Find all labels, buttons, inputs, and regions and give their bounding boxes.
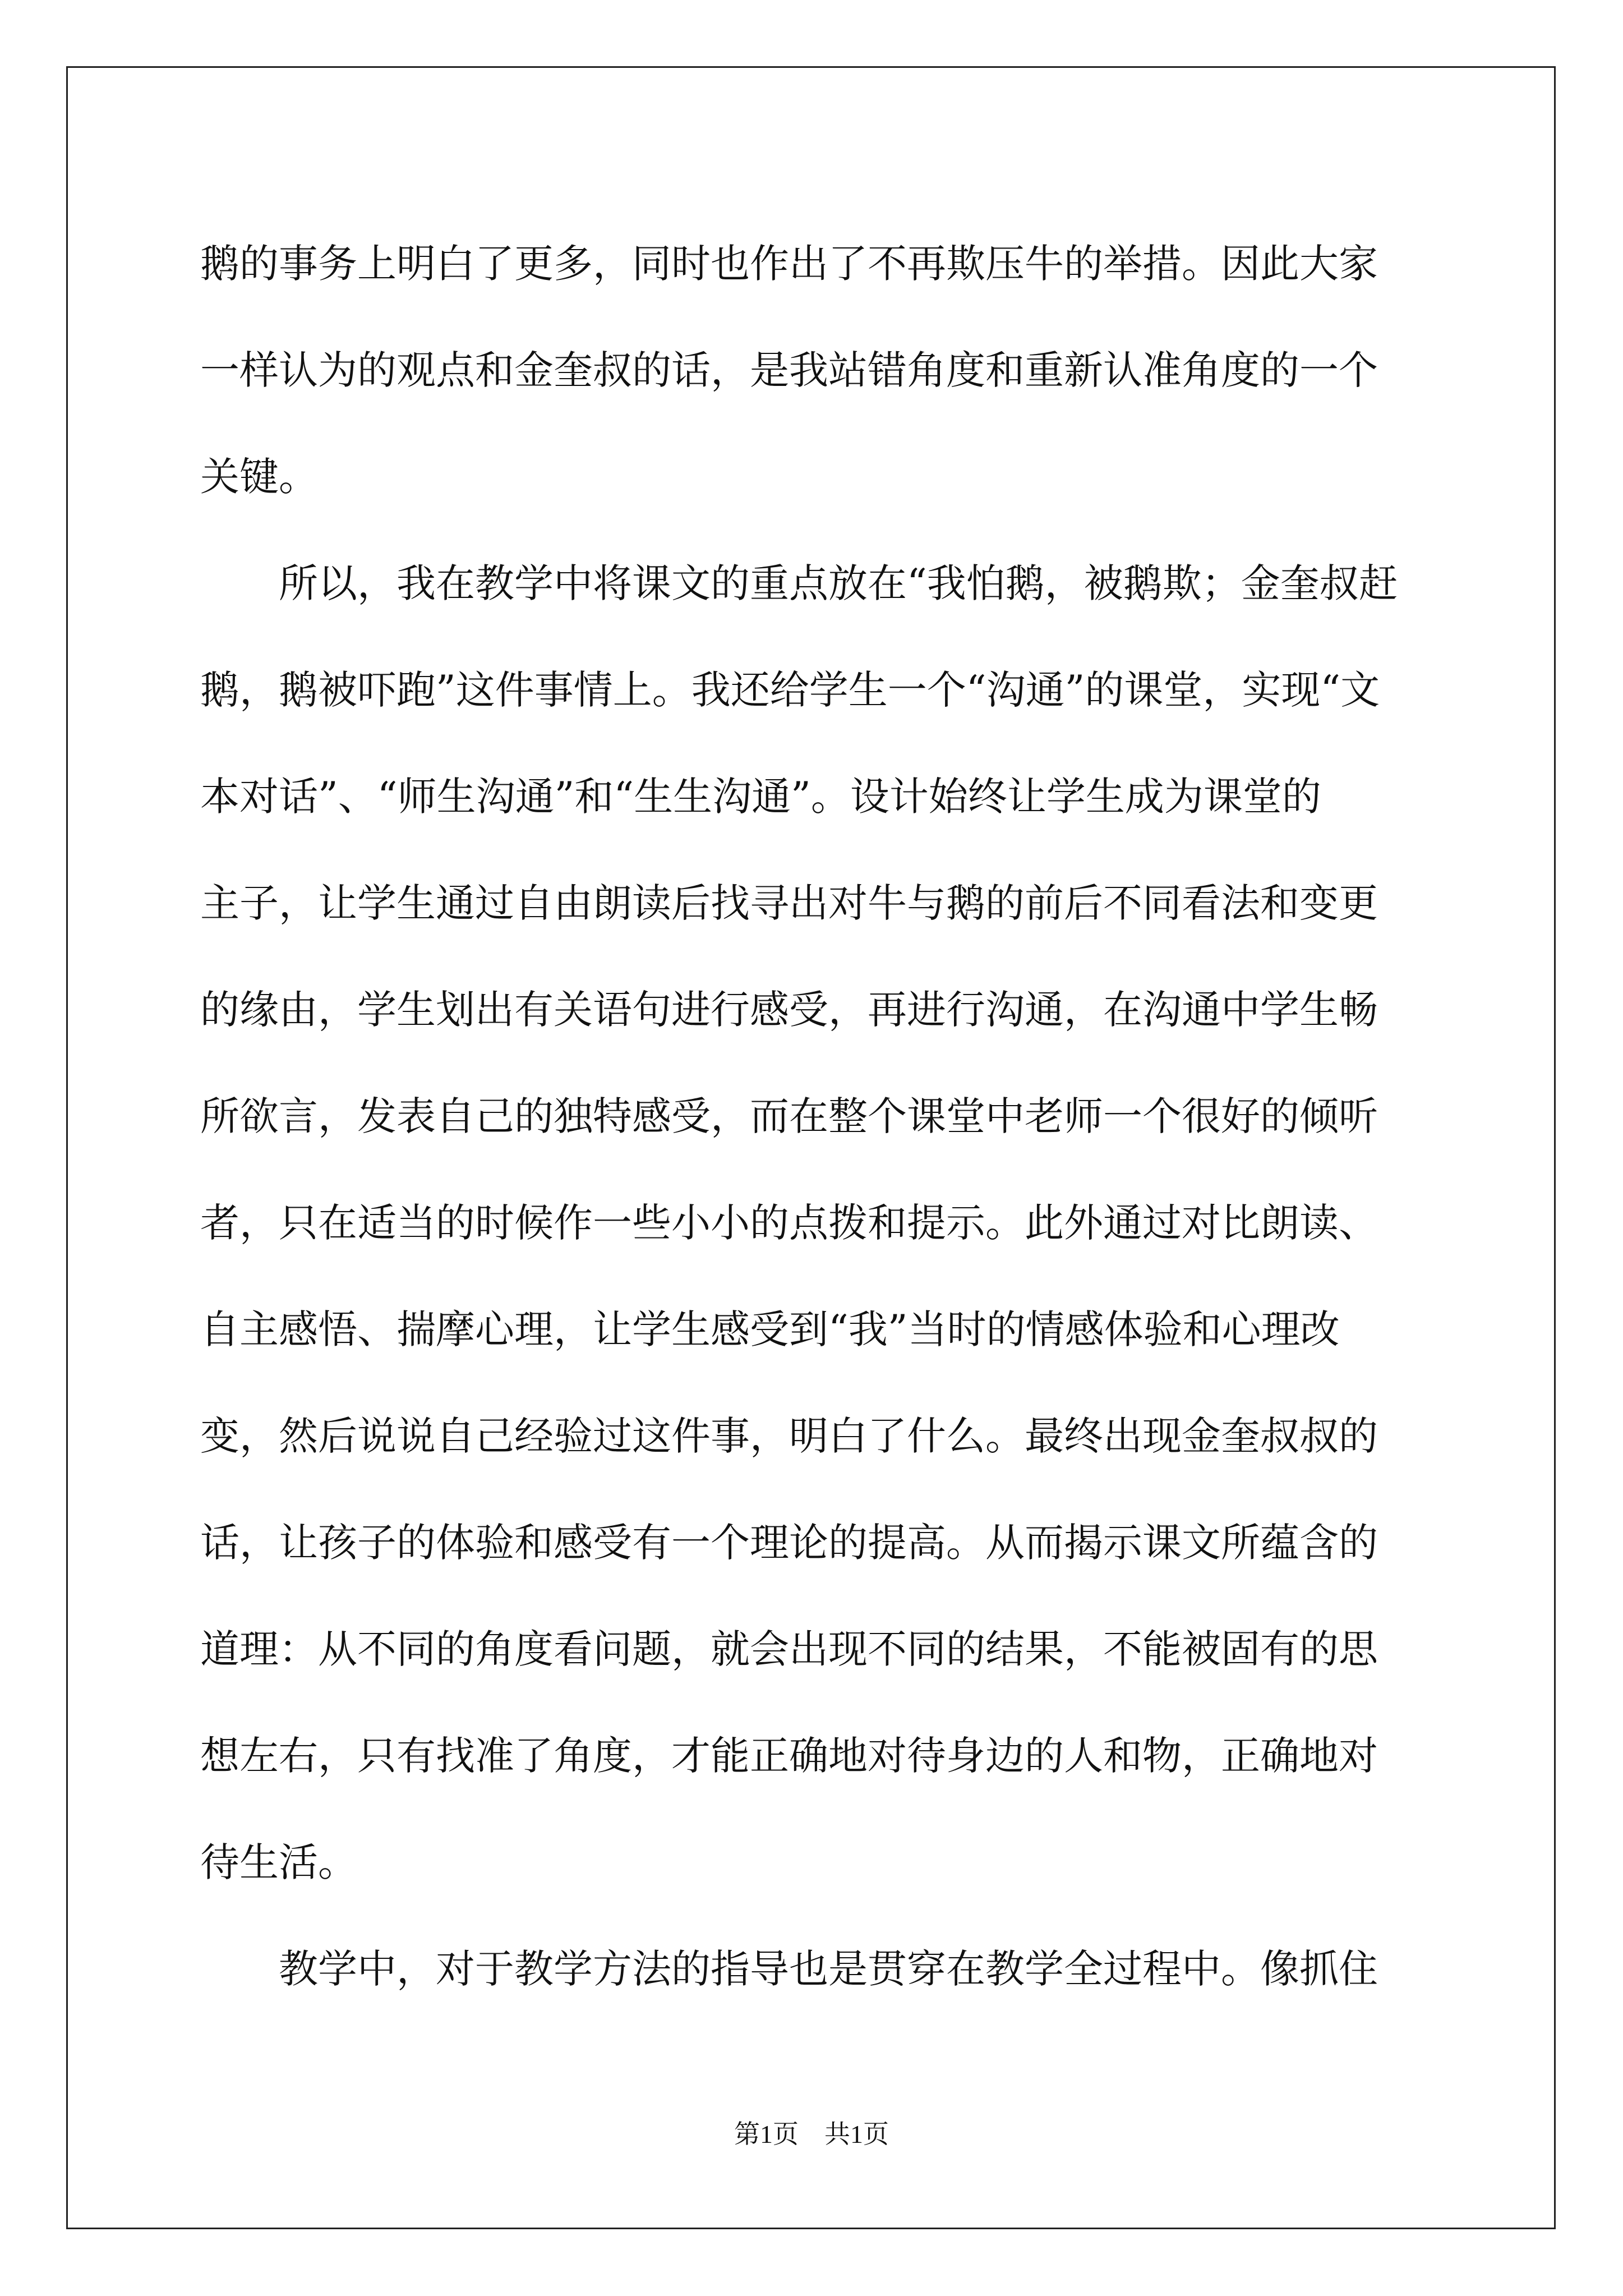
text-line: 话，让孩子的体验和感受有一个理论的提高。从而揭示课文所蕴含的 bbox=[200, 1520, 1378, 1566]
text-line: 待生活。 bbox=[200, 1839, 357, 1885]
text-line: 一样认为的观点和金奎叔的话，是我站错角度和重新认准角度的一个 bbox=[200, 347, 1378, 393]
text-line: 关键。 bbox=[200, 454, 318, 500]
text-line: 变，然后说说自己经验过这件事，明白了什么。最终出现金奎叔叔的 bbox=[200, 1413, 1378, 1459]
text-line: 主子，让学生通过自由朗读后找寻出对牛与鹅的前后不同看法和变更 bbox=[200, 880, 1378, 926]
text-line: 道理：从不同的角度看问题，就会出现不同的结果，不能被固有的思 bbox=[200, 1626, 1378, 1672]
text-line: 鹅，鹅被吓跑”这件事情上。我还给学生一个“沟通”的课堂，实现“文 bbox=[200, 667, 1380, 713]
text-line: 的缘由，学生划出有关语句进行感受，再进行沟通，在沟通中学生畅 bbox=[200, 987, 1378, 1033]
text-line: 想左右，只有找准了角度，才能正确地对待身边的人和物，正确地对 bbox=[200, 1733, 1378, 1779]
text-line: 鹅的事务上明白了更多，同时也作出了不再欺压牛的举措。因此大家 bbox=[200, 241, 1378, 287]
text-line: 者，只在适当的时候作一些小小的点拨和提示。此外通过对比朗读、 bbox=[200, 1200, 1378, 1246]
page-total: 共1页 bbox=[824, 2120, 889, 2148]
document-body bbox=[200, 210, 1423, 2022]
page-number: 第1页 bbox=[734, 2120, 799, 2148]
text-line: 所欲言，发表自己的独特感受，而在整个课堂中老师一个很好的倾听 bbox=[200, 1093, 1378, 1139]
text-line: 所以，我在教学中将课文的重点放在“我怕鹅，被鹅欺；金奎叔赶 bbox=[200, 560, 1398, 606]
text-line: 自主感悟、揣摩心理，让学生感受到“我”当时的情感体验和心理改 bbox=[200, 1306, 1340, 1352]
page-footer bbox=[0, 2118, 1623, 2151]
text-line: 教学中，对于教学方法的指导也是贯穿在教学全过程中。像抓住 bbox=[200, 1946, 1378, 1992]
text-line: 本对话”、“师生沟通”和“生生沟通”。设计始终让学生成为课堂的 bbox=[200, 774, 1321, 820]
